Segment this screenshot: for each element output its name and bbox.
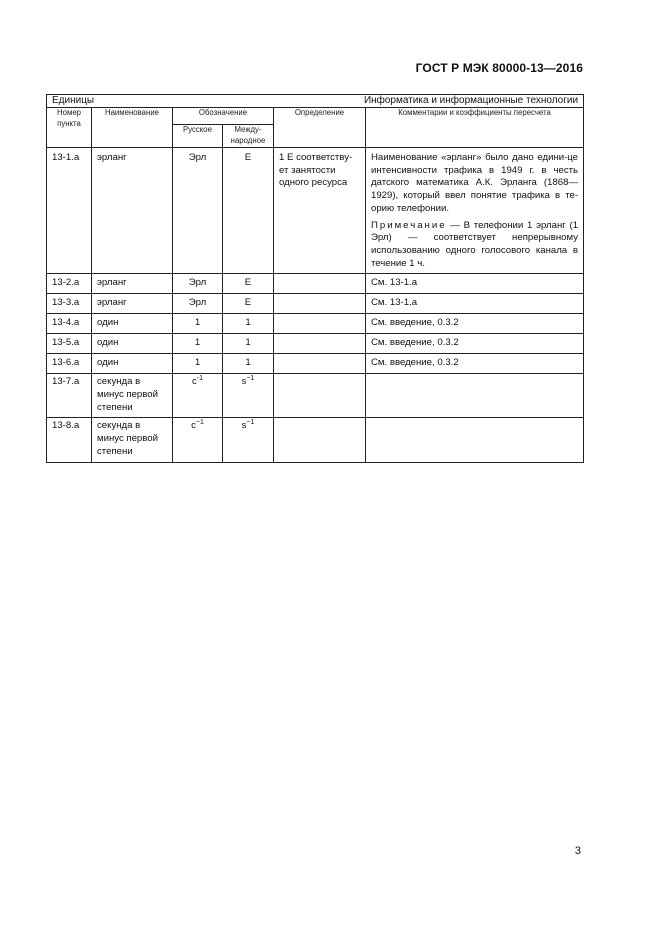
table-title-left: Единицы xyxy=(52,95,95,106)
row-russian-symbol: 1 xyxy=(173,314,223,334)
row-definition xyxy=(274,294,366,314)
row-definition xyxy=(274,374,366,418)
col-header-designation: Обозначение xyxy=(173,108,274,125)
row-comment: См. 13-1.a xyxy=(366,274,584,294)
row-comment: См. введение, 0.3.2 xyxy=(366,314,584,334)
comment-text: Наименование «эрланг» было дано едини-це интенсивности трафика в 1949 г. в честь датского математика А.К. Эрланга (1868—1929), который ввел понятие трафика в те-орию телефонии. xyxy=(371,152,579,214)
row-name: эрланг xyxy=(92,148,173,274)
row-name: эрланг xyxy=(92,274,173,294)
symbol-base: s xyxy=(241,420,247,432)
row-definition: 1 Е соответству-ет занятости одного ресурса xyxy=(274,148,366,274)
row-number: 13-1.a xyxy=(47,148,92,274)
row-russian-symbol: Эрл xyxy=(173,274,223,294)
table-row xyxy=(47,314,584,334)
col-header-number: Номер пункта xyxy=(47,108,92,148)
row-number: 13-7.a xyxy=(47,374,92,418)
column-header-row xyxy=(47,108,584,125)
table-title-right: Информатика и информационные технологии xyxy=(363,95,579,106)
row-definition xyxy=(274,418,366,462)
col-header-name: Наименование xyxy=(92,108,173,148)
row-name: секунда в минус первой степени xyxy=(92,418,173,462)
table-row xyxy=(47,294,584,314)
row-international-symbol: E xyxy=(223,294,274,314)
row-russian-symbol: 1 xyxy=(173,354,223,374)
page-number: 3 xyxy=(574,845,581,857)
col-header-definition: Определение xyxy=(274,108,366,148)
symbol-exponent: −1 xyxy=(195,419,204,427)
row-international-symbol: 1 xyxy=(223,354,274,374)
comment-note xyxy=(371,220,578,271)
col-header-comments: Комментарии и коэффициенты пересчета xyxy=(366,108,584,148)
row-number: 13-8.a xyxy=(47,418,92,462)
row-number: 13-3.a xyxy=(47,294,92,314)
row-definition xyxy=(274,314,366,334)
table-row xyxy=(47,148,584,274)
symbol-exponent: −1 xyxy=(246,375,255,383)
row-russian-symbol: Эрл xyxy=(173,148,223,274)
table-row xyxy=(47,274,584,294)
row-international-symbol: 1 xyxy=(223,314,274,334)
row-international-symbol: 1 xyxy=(223,334,274,354)
units-table xyxy=(46,94,584,463)
row-name: секунда в минус первой степени xyxy=(92,374,173,418)
row-international-symbol: E xyxy=(223,148,274,274)
row-name: один xyxy=(92,314,173,334)
row-international-symbol xyxy=(223,418,274,462)
row-name: эрланг xyxy=(92,294,173,314)
symbol-base: с xyxy=(191,376,197,388)
document-header: ГОСТ Р МЭК 80000-13—2016 xyxy=(415,61,583,75)
row-russian-symbol: 1 xyxy=(173,334,223,354)
row-number: 13-5.a xyxy=(47,334,92,354)
row-comment: См. 13-1.a xyxy=(366,294,584,314)
table-row xyxy=(47,418,584,462)
row-international-symbol: E xyxy=(223,274,274,294)
table-row xyxy=(47,374,584,418)
note-label: Примечание xyxy=(371,219,447,231)
row-comment xyxy=(366,148,584,274)
row-definition xyxy=(274,354,366,374)
row-number: 13-4.a xyxy=(47,314,92,334)
row-comment: См. введение, 0.3.2 xyxy=(366,354,584,374)
row-comment: См. введение, 0.3.2 xyxy=(366,334,584,354)
row-number: 13-6.a xyxy=(47,354,92,374)
row-comment xyxy=(366,418,584,462)
row-name: один xyxy=(92,354,173,374)
row-definition xyxy=(274,274,366,294)
row-number: 13-2.a xyxy=(47,274,92,294)
symbol-exponent: -1 xyxy=(196,375,204,383)
row-definition xyxy=(274,334,366,354)
table-row xyxy=(47,354,584,374)
row-russian-symbol: Эрл xyxy=(173,294,223,314)
symbol-exponent: −1 xyxy=(246,419,255,427)
col-header-russian: Русское xyxy=(173,125,223,148)
symbol-base: с xyxy=(191,420,196,432)
table-title-row xyxy=(47,95,584,108)
row-russian-symbol xyxy=(173,418,223,462)
row-comment xyxy=(366,374,584,418)
row-name: один xyxy=(92,334,173,354)
row-russian-symbol xyxy=(173,374,223,418)
symbol-base: s xyxy=(241,376,247,388)
table-row xyxy=(47,334,584,354)
note-text: — В телефонии 1 эрланг (1 Эрл) — соответствует непрерывному использованию одного голосового канала в течение 1 ч. xyxy=(371,219,579,269)
row-international-symbol xyxy=(223,374,274,418)
col-header-international: Между-народное xyxy=(223,125,274,148)
